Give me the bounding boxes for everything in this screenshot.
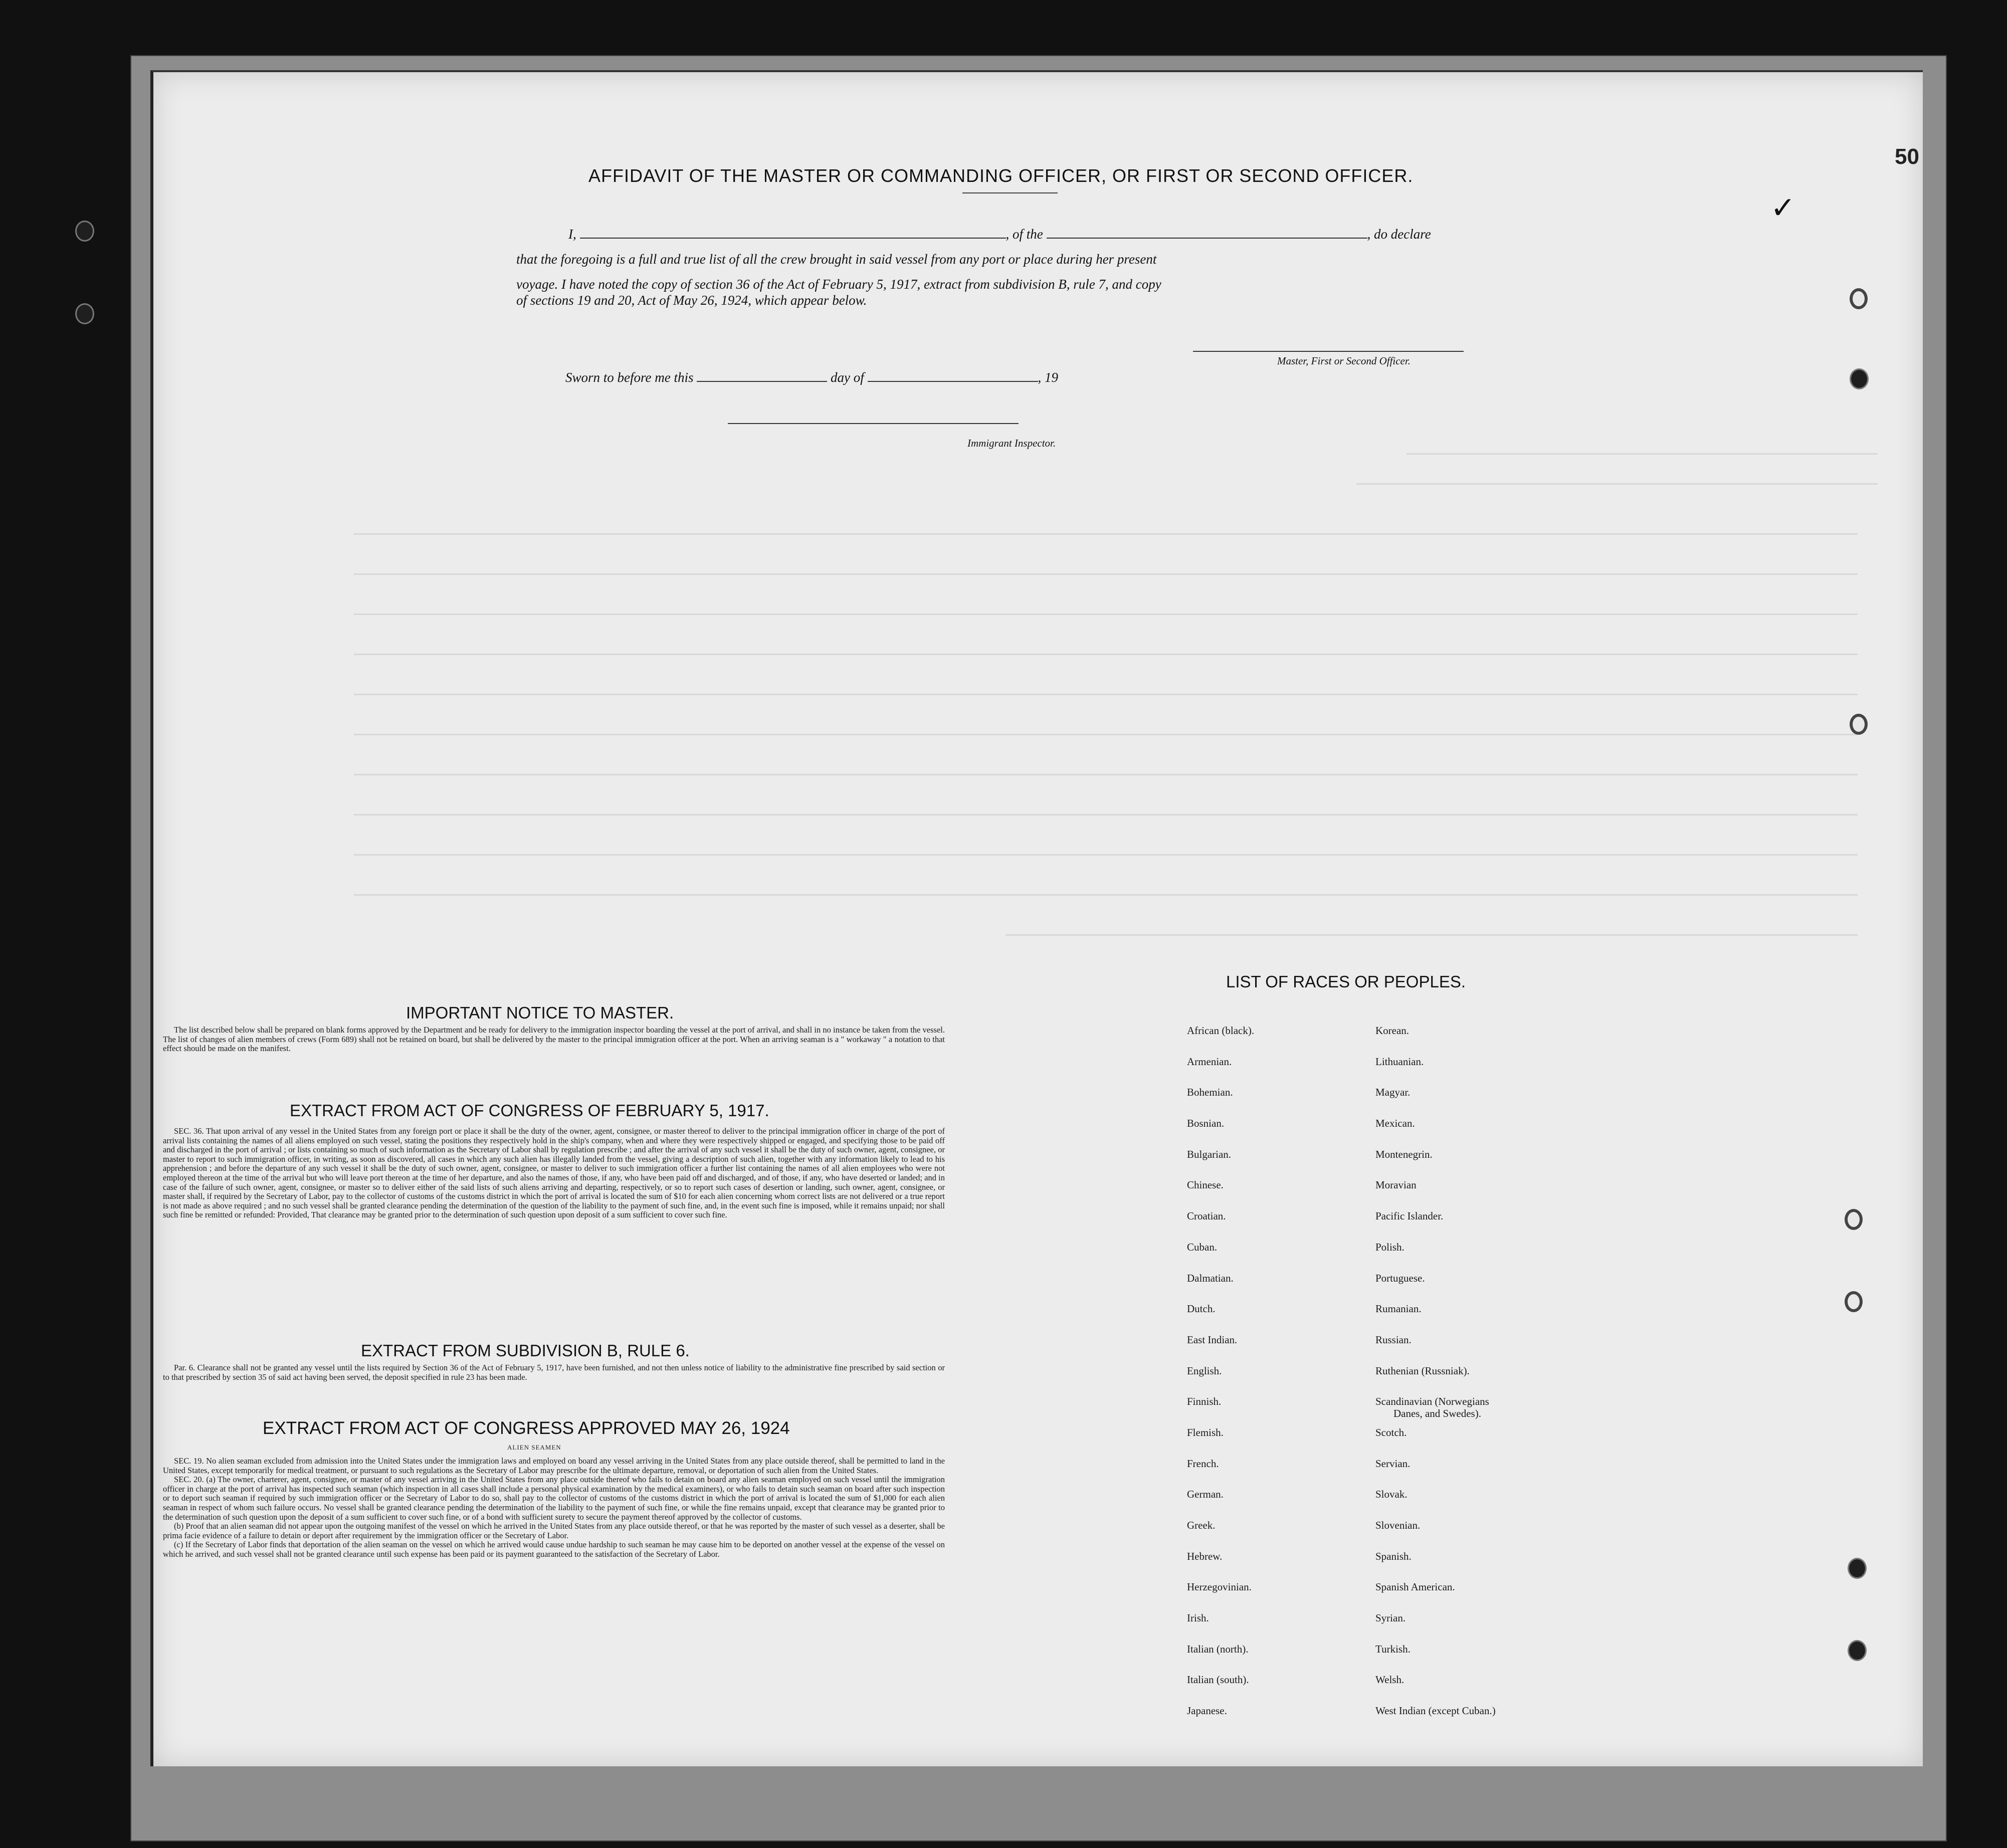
affidavit-of-the: , of the [1006, 227, 1043, 242]
sworn-day-of: day of [831, 370, 864, 385]
race-item: Welsh. [1375, 1674, 1404, 1686]
races-title: LIST OF RACES OR PEOPLES. [1226, 972, 1466, 991]
race-item: Spanish American. [1375, 1581, 1455, 1593]
sworn-day-field[interactable] [697, 370, 827, 382]
ghost-line [354, 694, 1858, 695]
punch-hole [75, 221, 94, 242]
race-item: Chinese. [1187, 1179, 1224, 1191]
punch-hole [1845, 1209, 1863, 1230]
divider [962, 192, 1058, 193]
par-6-text: Par. 6. Clearance shall not be granted any vessel until the lists required by Section 36 of the Act of February 5, 1917, have been furnished, and not then unless notice of liability to the administrative fine prescribed by said section or to that prescribed by section 35 of said act having been served, the deposit specified in rule 23 has been made. [163, 1363, 945, 1382]
page-number: 50 [1895, 144, 1919, 169]
ghost-line [1006, 934, 1858, 936]
ghost-line [354, 734, 1858, 735]
race-item: Bosnian. [1187, 1117, 1225, 1130]
race-item: Croatian. [1187, 1210, 1226, 1222]
race-item: East Indian. [1187, 1333, 1238, 1346]
ghost-line [354, 854, 1858, 856]
ghost-line [354, 573, 1858, 575]
race-item: English. [1187, 1364, 1222, 1377]
extract-1917-body [163, 1127, 945, 1220]
master-name-field[interactable] [580, 227, 1006, 239]
ghost-line [354, 654, 1858, 655]
race-item: Russian. [1375, 1333, 1412, 1346]
extract-1924-title: EXTRACT FROM ACT OF CONGRESS APPROVED MAY 26, 1924 [263, 1418, 790, 1438]
sec-19-text: SEC. 19. No alien seaman excluded from admission into the United States under the immigration laws and employed on board any vessel arriving in the United States from any place outside thereof, shall be permitted to land in the United States, except temporarily for medical treatment, or pursuant to such regulations as the Secretary of Labor may prescribe for the ultimate departure, removal, or deportation of such alien from the United States. [163, 1456, 945, 1475]
race-item: Greek. [1187, 1519, 1216, 1531]
race-item: Portuguese. [1375, 1272, 1425, 1284]
punch-hole [75, 303, 94, 324]
race-item: African (black). [1187, 1024, 1255, 1037]
race-item: Montenegrin. [1375, 1148, 1433, 1160]
race-item: Irish. [1187, 1612, 1209, 1624]
punch-hole [1850, 288, 1868, 309]
punch-hole [1848, 1640, 1867, 1661]
race-item: West Indian (except Cuban.) [1375, 1705, 1496, 1717]
affidavit-line-4: of sections 19 and 20, Act of May 26, 1924, which appear below. [516, 293, 867, 308]
extract-rule6-title: EXTRACT FROM SUBDIVISION B, RULE 6. [361, 1341, 690, 1360]
race-item: Dalmatian. [1187, 1272, 1234, 1284]
punch-hole [1848, 1558, 1867, 1579]
notice-body [163, 1025, 945, 1054]
section-36-text: SEC. 36. That upon arrival of any vessel in the United States from any foreign port or place it shall be the duty of the owner, agent, consignee, or master thereof to deliver to the principal immigration officer in charge of the port of arrival lists containing the names of all aliens employed on such vessel, stating the positions they respectively hold in the ship's company, when and where they were respectively shipped or engaged, and specifying those to be paid off and discharged in the port of arrival ; or lists containing so much of such information as the Secretary of Labor shall by regulation prescribe ; and after the arrival of any such vessel it shall be the duty of such owner, agent, consignee, or master to report to such immigration officer, in writing, as soon as discovered, all cases in which any such alien has illegally landed from the vessel, giving a description of such alien, together with any information likely to lead to his apprehension ; and before the departure of any such vessel it shall be the duty of such owner, agent, consignee, or master to deliver to such immigration officer a further list containing the names of all alien employees who were not employed thereon at the time of the arrival but who will leave port thereon at the time of her departure, and also the names of those, if any, who have been paid off and discharged, and of those, if any, who have deserted or landed; and in case of the failure of such owner, agent, consignee, or master so to deliver either of the said lists of such aliens arriving and departing, respectively, or so to report such cases of desertion or landing, such owner, agent, consignee, or master shall, if required by the Secretary of Labor, pay to the collector of customs of the customs district in which the port of arrival is located the sum of $10 for each alien concerning whom correct lists are not delivered or a true report is not made as above required ; and no such vessel shall be granted clearance pending the determination of the question of the liability to the payment of such fine, and, in the event such fine is imposed, while it remains unpaid; nor shall such fine be remitted or refunded: Provided, That clearance may be granted prior to the determination of such question upon deposit of a sum sufficient to cover such fine. [163, 1126, 945, 1220]
affidavit-line-2: that the foregoing is a full and true list of all the crew brought in said vessel from any port or place during her present [516, 252, 1157, 267]
affidavit-prefix: I, [568, 227, 576, 242]
master-caption: Master, First or Second Officer. [1277, 355, 1411, 367]
races-left-column [1187, 1024, 1254, 1736]
race-item: Bohemian. [1187, 1086, 1233, 1099]
ghost-line [354, 613, 1858, 615]
race-item: Polish. [1375, 1241, 1404, 1253]
race-item: Ruthenian (Russniak). [1375, 1364, 1470, 1377]
race-item: Magyar. [1375, 1086, 1411, 1099]
inspector-signature-field[interactable] [728, 412, 1019, 424]
race-item: Italian (south). [1187, 1674, 1249, 1686]
race-item: Syrian. [1375, 1612, 1406, 1624]
ghost-line [1356, 483, 1878, 485]
race-item: Finnish. [1187, 1395, 1222, 1408]
check-mark: ✓ [1770, 191, 1796, 225]
ghost-line [354, 774, 1858, 775]
sec-20a-text: SEC. 20. (a) The owner, charterer, agent, consignee, or master of any vessel arriving in the United States from any place outside thereof who fails to detain on board any alien seaman employed on such vessel until the immigration officer in charge at the port of arrival has inspected such seaman (which inspection in all cases shall include a personal physical examination by the medical examiners), or who fails to detain such seaman on board after such inspection or to deport such seaman if required by such immigration officer or the Secretary of Labor to do so, shall pay to the collector of customs of the customs district in which the port of arrival is located the sum of $1,000 for each alien seaman in respect of whom such failure occurs. No vessel shall be granted clearance pending the determination of the liability to the payment of such fine, or while the fine remains unpaid, except that clearance may be granted prior to the determination of such question upon the deposit of a sum sufficient to cover such fine, or of a bond with sufficient surety to secure the payment thereof approved by the collector of customs. [163, 1475, 945, 1522]
extract-1924-body [163, 1457, 945, 1559]
race-item: Korean. [1375, 1024, 1410, 1037]
extract-rule6-body [163, 1363, 945, 1382]
race-item: Armenian. [1187, 1055, 1232, 1068]
affidavit-line-1 [568, 227, 1431, 242]
affidavit-declare: , do declare [1367, 227, 1431, 242]
race-item: Pacific Islander. [1375, 1210, 1444, 1222]
race-item: Japanese. [1187, 1705, 1227, 1717]
race-item: Italian (north). [1187, 1642, 1249, 1655]
race-item-continuation: Danes, and Swedes). [1393, 1407, 1481, 1420]
sworn-month-field[interactable] [868, 370, 1038, 382]
race-item: Servian. [1375, 1457, 1411, 1470]
ghost-line [354, 814, 1858, 815]
ghost-line [354, 894, 1858, 896]
race-item: Slovak. [1375, 1488, 1408, 1501]
race-item: Lithuanian. [1375, 1055, 1424, 1068]
punch-hole [1850, 714, 1868, 735]
race-item: Moravian [1375, 1179, 1417, 1191]
race-item: Cuban. [1187, 1241, 1218, 1253]
race-item: Slovenian. [1375, 1519, 1421, 1531]
extract-1917-title: EXTRACT FROM ACT OF CONGRESS OF FEBRUARY 5, 1917. [290, 1101, 769, 1120]
race-item: Scotch. [1375, 1426, 1407, 1439]
race-item: Herzegovinian. [1187, 1581, 1252, 1593]
sec-20c-text: (c) If the Secretary of Labor finds that deportation of the alien seaman on the vessel on which he arrived would cause undue hardship to such seaman he may cause him to be deported on another vessel at the expense of the vessel on which he arrived, and such vessel shall not be granted clearance until such expense has been paid or its payment guaranteed to the satisfaction of the Secretary of Labor. [163, 1540, 945, 1559]
race-item: Bulgarian. [1187, 1148, 1232, 1160]
master-signature-field[interactable] [1193, 340, 1464, 352]
race-item [1375, 1395, 1496, 1426]
race-item: Hebrew. [1187, 1550, 1223, 1562]
punch-hole [1845, 1291, 1863, 1312]
race-item: Dutch. [1187, 1303, 1216, 1315]
races-right-column [1375, 1024, 1496, 1736]
ghost-line [354, 533, 1858, 535]
race-item: Flemish. [1187, 1426, 1224, 1439]
alien-seamen-subtitle: ALIEN SEAMEN [507, 1444, 561, 1451]
notice-paragraph: The list described below shall be prepared on blank forms approved by the Department and be ready for delivery to the immigration inspector boarding the vessel at the port of arrival, and shall in no instance be taken from the vessel. The list of changes of alien members of crews (Form 689) shall not be retained on board, but shall be delivered by the master to the principal immigration officer at the port. When an arriving seaman is a " workaway " a notation to that effect should be made on the manifest. [163, 1025, 945, 1054]
inspector-caption: Immigrant Inspector. [967, 437, 1056, 449]
sworn-line [565, 370, 1058, 385]
notice-title: IMPORTANT NOTICE TO MASTER. [406, 1003, 674, 1022]
race-item: Spanish. [1375, 1550, 1412, 1562]
race-item: French. [1187, 1457, 1219, 1470]
sworn-prefix: Sworn to before me this [565, 370, 694, 385]
punch-hole [1850, 368, 1869, 389]
sworn-year: , 19 [1038, 370, 1058, 385]
race-item: Mexican. [1375, 1117, 1415, 1130]
race-item-line: Scandinavian (Norwegians [1375, 1395, 1489, 1408]
race-item: Turkish. [1375, 1642, 1411, 1655]
affidavit-line-3: voyage. I have noted the copy of section 36 of the Act of February 5, 1917, extract from subdivision B, rule 7, and copy [516, 277, 1161, 292]
vessel-name-field[interactable] [1047, 227, 1367, 239]
race-item: Rumanian. [1375, 1303, 1422, 1315]
sec-20b-text: (b) Proof that an alien seaman did not appear upon the outgoing manifest of the vessel on which he arrived in the United States from any place outside thereof, or that he was reported by the master of such vessel as a deserter, shall be prima facie evidence of a failure to detain or deport after requirement by the immigration officer or the Secretary of Labor. [163, 1521, 945, 1540]
race-item: German. [1187, 1488, 1224, 1501]
ghost-line [1407, 453, 1878, 455]
affidavit-title: AFFIDAVIT OF THE MASTER OR COMMANDING OFFICER, OR FIRST OR SECOND OFFICER. [588, 165, 1414, 186]
